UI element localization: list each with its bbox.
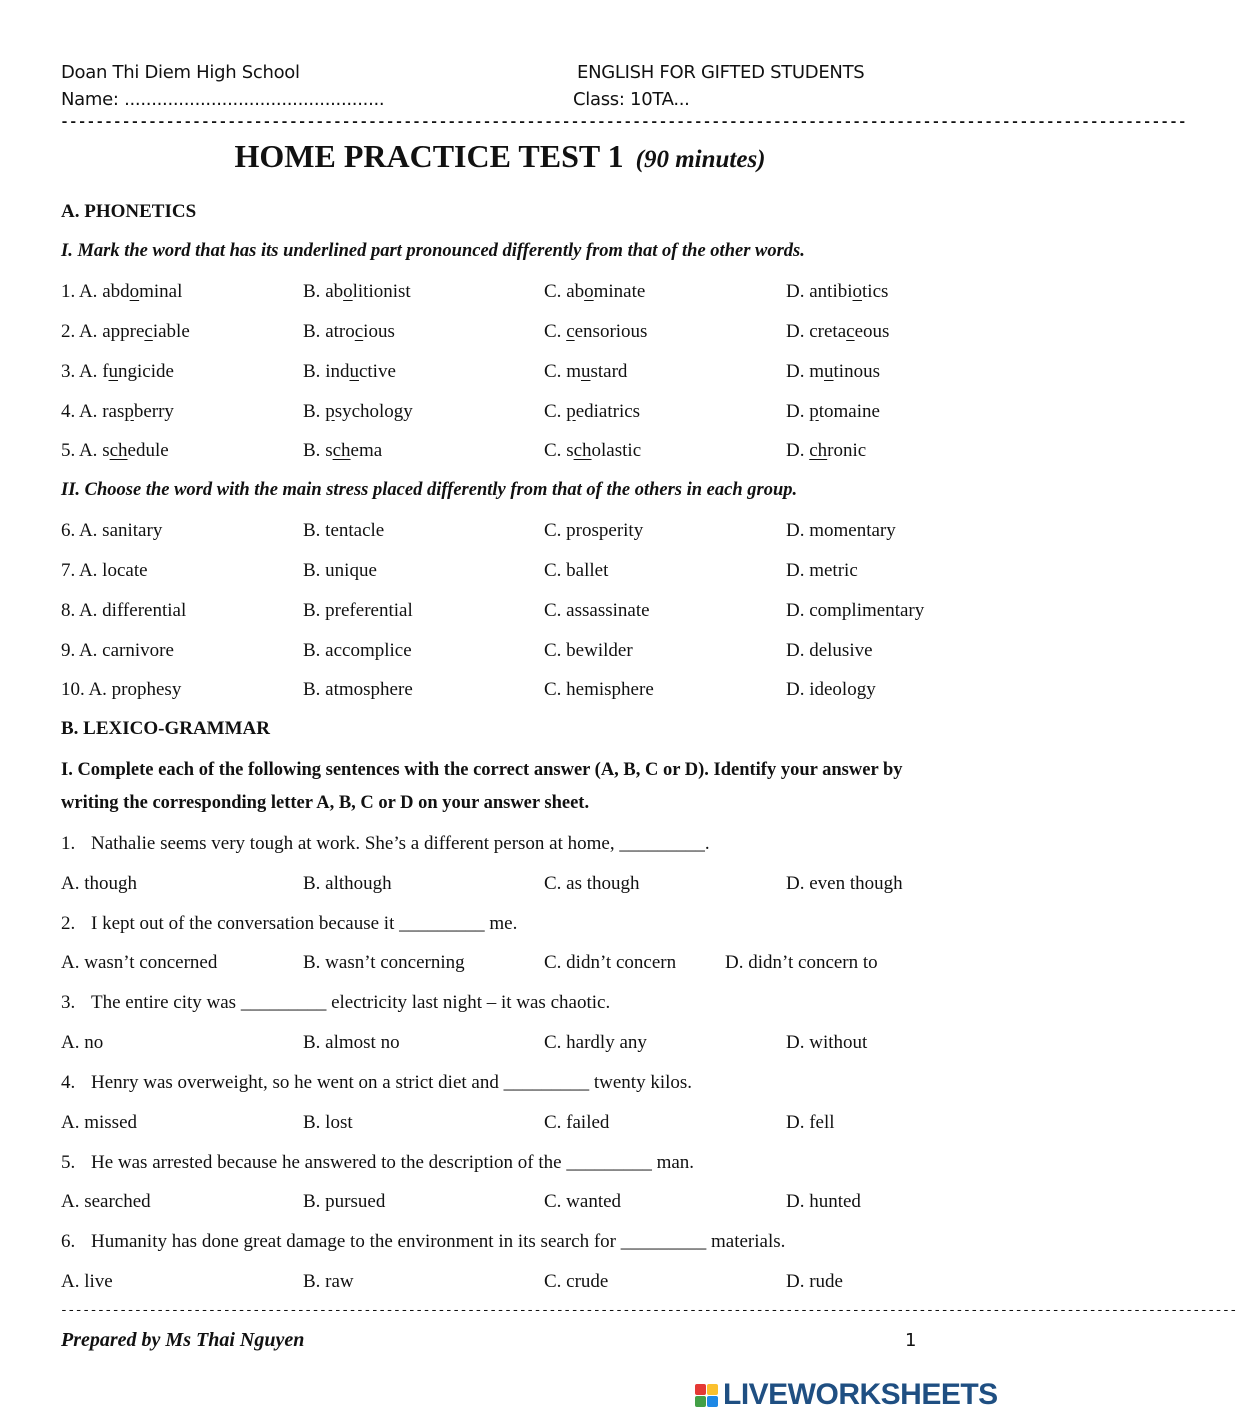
question-number: 3. <box>61 992 76 1013</box>
answer-option: D. didn’t concern to <box>725 952 878 973</box>
answer-option: A. though <box>61 873 137 894</box>
stress-option <box>61 600 186 622</box>
option-text: B. unique <box>303 560 377 581</box>
underlined-sound: c <box>566 321 575 342</box>
option-text: A. prophesy <box>88 679 182 700</box>
option-letter: C. <box>544 281 567 302</box>
section-b-heading: B. LEXICO-GRAMMAR <box>61 718 270 739</box>
question-stem <box>61 992 610 1014</box>
phonetics-option <box>786 401 880 423</box>
question-text: The entire city was _________ electricity last night – it was chaotic. <box>91 992 611 1013</box>
underlined-sound: o <box>129 281 140 302</box>
liveworksheets-logo-icon <box>695 1384 719 1408</box>
answer-option: A. no <box>61 1032 104 1053</box>
answer-option: C. as though <box>544 873 640 894</box>
option-text: C. prosperity <box>544 520 644 541</box>
name-field-label: Name: ................................................ <box>61 89 385 110</box>
phonetics-option <box>303 281 411 303</box>
stress-option <box>786 520 896 542</box>
answer-option: A. missed <box>61 1112 137 1133</box>
liveworksheets-logo-text: LIVEWORKSHEETS <box>723 1378 998 1411</box>
stress-option <box>544 520 643 542</box>
question-number: 3. <box>61 361 79 382</box>
word-part: s <box>102 440 110 461</box>
word-part: creta <box>809 321 847 342</box>
stress-option <box>544 640 633 662</box>
option-text: A. locate <box>78 560 148 581</box>
phonetics-option <box>544 281 645 303</box>
stress-option <box>544 600 650 622</box>
question-stem <box>61 1072 692 1094</box>
underlined-sound: u <box>824 361 834 382</box>
option-letter: B. <box>303 401 326 422</box>
word-part: ema <box>350 440 383 461</box>
option-text: A. differential <box>78 600 187 621</box>
option-text: A. sanitary <box>78 520 163 541</box>
question-number: 1. <box>61 281 79 302</box>
underlined-sound: u <box>108 361 119 382</box>
question-number: 10. <box>61 679 89 700</box>
word-part: atro <box>325 321 355 342</box>
word-part: olastic <box>591 440 642 461</box>
underlined-sound: p <box>124 401 134 422</box>
option-letter: A. <box>78 440 103 461</box>
question-number: 6. <box>61 1231 76 1252</box>
option-letter: B. <box>303 281 326 302</box>
answer-option: D. rude <box>786 1271 843 1292</box>
question-number: 6. <box>61 520 79 541</box>
underlined-sound: ch <box>573 440 592 461</box>
page-number: 1 <box>905 1330 917 1351</box>
answer-option: A. searched <box>61 1191 151 1212</box>
option-text: C. bewilder <box>544 640 633 661</box>
stress-option <box>544 560 608 582</box>
question-number: 7. <box>61 560 79 581</box>
option-text: C. hemisphere <box>544 679 654 700</box>
underlined-sound: u <box>580 361 591 382</box>
answer-option: D. even though <box>786 873 903 894</box>
underlined-sound: p <box>325 401 335 422</box>
word-part: ensorious <box>574 321 648 342</box>
stress-option <box>61 560 148 582</box>
word-part: minate <box>593 281 646 302</box>
word-part: m <box>809 361 825 382</box>
answer-option: B. wasn’t concerning <box>303 952 465 973</box>
word-part: ab <box>566 281 585 302</box>
underlined-sound: o <box>852 281 863 302</box>
question-number: 4. <box>61 1072 76 1093</box>
stress-option <box>61 679 181 701</box>
question-text: I kept out of the conversation because it _________ me. <box>91 913 518 934</box>
option-letter: C. <box>544 361 567 382</box>
question-text: He was arrested because he answered to the description of the _________ man. <box>91 1152 695 1173</box>
question-number: 9. <box>61 640 79 661</box>
answer-option: C. crude <box>544 1271 609 1292</box>
question-number: 8. <box>61 600 79 621</box>
part1-instruction: I. Mark the word that has its underlined part pronounced differently from that of the other words. <box>61 241 805 261</box>
word-part: tomaine <box>818 401 880 422</box>
word-part: antibi <box>809 281 853 302</box>
phonetics-option <box>61 281 182 303</box>
question-stem <box>61 1231 785 1253</box>
option-letter: A. <box>78 401 103 422</box>
stress-option <box>61 640 174 662</box>
answer-option: D. without <box>786 1032 868 1053</box>
underlined-sound: c <box>354 321 364 342</box>
word-part: sychology <box>334 401 413 422</box>
underlined-sound: o <box>343 281 353 302</box>
word-part: ab <box>325 281 344 302</box>
section-a-heading: A. PHONETICS <box>61 201 197 222</box>
answer-option: C. failed <box>544 1112 610 1133</box>
header-divider: -------------------------------------------------------------------------------------------------------------------------------- <box>60 114 1187 131</box>
phonetics-option <box>303 321 395 343</box>
stress-option <box>786 679 876 701</box>
option-text: D. metric <box>786 560 858 581</box>
footer-author: Prepared by Ms Thai Nguyen <box>61 1329 305 1351</box>
phonetics-option <box>544 440 641 462</box>
program-title: ENGLISH FOR GIFTED STUDENTS <box>577 62 865 83</box>
answer-option: B. although <box>303 873 392 894</box>
answer-option: C. didn’t concern <box>544 952 677 973</box>
page-title <box>0 138 1000 175</box>
test-duration: (90 minutes) <box>635 146 766 173</box>
underlined-sound: p <box>566 401 576 422</box>
answer-option: B. raw <box>303 1271 354 1292</box>
word-part: ious <box>363 321 395 342</box>
school-name: Doan Thi Diem High School <box>61 62 300 83</box>
word-part: ediatrics <box>575 401 641 422</box>
option-letter: D. <box>786 281 810 302</box>
option-text: B. accomplice <box>303 640 412 661</box>
question-number: 4. <box>61 401 79 422</box>
option-text: D. momentary <box>786 520 896 541</box>
underlined-sound: ch <box>332 440 351 461</box>
answer-option: D. fell <box>786 1112 835 1133</box>
option-letter: A. <box>78 321 103 342</box>
word-part: edule <box>127 440 169 461</box>
option-text: D. complimentary <box>786 600 925 621</box>
underlined-sound: ch <box>109 440 128 461</box>
option-letter: C. <box>544 401 567 422</box>
question-stem <box>61 1152 694 1174</box>
option-letter: D. <box>786 361 810 382</box>
word-part: appre <box>102 321 145 342</box>
answer-option: B. almost no <box>303 1032 400 1053</box>
option-text: D. delusive <box>786 640 873 661</box>
option-letter: D. <box>786 321 810 342</box>
question-number: 2. <box>61 913 76 934</box>
underlined-sound: o <box>584 281 594 302</box>
underlined-sound: c <box>846 321 855 342</box>
word-part: ctive <box>358 361 396 382</box>
option-text: B. preferential <box>303 600 413 621</box>
option-text: B. atmosphere <box>303 679 413 700</box>
question-stem <box>61 833 710 855</box>
option-letter: D. <box>786 401 810 422</box>
phonetics-option <box>61 361 174 383</box>
part2-instruction: II. Choose the word with the main stress placed differently from that of the others in each group. <box>61 480 798 500</box>
option-text: C. ballet <box>544 560 609 581</box>
stress-option <box>61 520 162 542</box>
question-text: Henry was overweight, so he went on a strict diet and _________ twenty kilos. <box>91 1072 693 1093</box>
question-number: 1. <box>61 833 76 854</box>
option-letter: A. <box>78 361 103 382</box>
class-field-label: Class: 10TA... <box>573 89 690 110</box>
word-part: s <box>566 440 574 461</box>
option-letter: C. <box>544 321 567 342</box>
answer-option: B. lost <box>303 1112 353 1133</box>
option-letter: C. <box>544 440 567 461</box>
answer-option: C. wanted <box>544 1191 622 1212</box>
stress-option <box>303 520 384 542</box>
word-part: s <box>325 440 333 461</box>
word-part: ronic <box>827 440 867 461</box>
word-part: berry <box>133 401 174 422</box>
stress-option <box>786 640 873 662</box>
phonetics-option <box>786 321 889 343</box>
question-number: 2. <box>61 321 79 342</box>
stress-option <box>303 640 412 662</box>
lexico-instruction-line2: writing the corresponding letter A, B, C or D on your answer sheet. <box>61 793 590 813</box>
answer-option: D. hunted <box>786 1191 861 1212</box>
underlined-sound: ch <box>809 440 828 461</box>
test-title: HOME PRACTICE TEST 1 <box>234 138 624 174</box>
word-part: m <box>566 361 581 382</box>
answer-option: B. pursued <box>303 1191 386 1212</box>
word-part: tics <box>862 281 889 302</box>
phonetics-option <box>786 281 888 303</box>
option-letter: A. <box>78 281 103 302</box>
word-part: ind <box>325 361 350 382</box>
phonetics-option <box>544 361 627 383</box>
phonetics-option <box>303 361 396 383</box>
answer-option: A. wasn’t concerned <box>61 952 218 973</box>
option-text: A. carnivore <box>78 640 174 661</box>
phonetics-option <box>61 401 174 423</box>
option-text: D. ideology <box>786 679 876 700</box>
word-part: ngicide <box>118 361 174 382</box>
word-part: eous <box>854 321 890 342</box>
underlined-sound: p <box>809 401 819 422</box>
stress-option <box>786 560 858 582</box>
question-text: Humanity has done great damage to the environment in its search for _________ materials. <box>91 1231 786 1252</box>
phonetics-option <box>786 440 866 462</box>
word-part: ras <box>102 401 125 422</box>
word-part: tinous <box>833 361 880 382</box>
phonetics-option <box>544 401 640 423</box>
word-part: litionist <box>352 281 411 302</box>
question-text: Nathalie seems very tough at work. She’s a different person at home, _________. <box>91 833 710 854</box>
word-part: abd <box>102 281 130 302</box>
question-stem <box>61 913 517 935</box>
word-part: minal <box>139 281 183 302</box>
footer-divider: --------------------------------------------------------------------------------------------------------------------------------------------------------------- <box>60 1303 1237 1318</box>
option-letter: B. <box>303 361 326 382</box>
option-text: C. assassinate <box>544 600 650 621</box>
answer-option: A. live <box>61 1271 113 1292</box>
phonetics-option <box>61 440 169 462</box>
phonetics-option <box>786 361 880 383</box>
word-part: iable <box>152 321 190 342</box>
stress-option <box>544 679 654 701</box>
stress-option <box>303 600 413 622</box>
stress-option <box>303 560 377 582</box>
question-number: 5. <box>61 1152 76 1173</box>
word-part: stard <box>590 361 628 382</box>
option-letter: B. <box>303 440 326 461</box>
underlined-sound: u <box>349 361 359 382</box>
phonetics-option <box>303 440 382 462</box>
option-letter: B. <box>303 321 326 342</box>
stress-option <box>786 600 924 622</box>
option-text: B. tentacle <box>303 520 385 541</box>
underlined-sound: c <box>144 321 153 342</box>
phonetics-option <box>544 321 647 343</box>
option-letter: D. <box>786 440 810 461</box>
question-number: 5. <box>61 440 79 461</box>
stress-option <box>303 679 413 701</box>
lexico-instruction-line1: I. Complete each of the following sentences with the correct answer (A, B, C or D). Identify your answer by <box>61 760 903 780</box>
phonetics-option <box>303 401 413 423</box>
word-part: f <box>102 361 109 382</box>
answer-option: C. hardly any <box>544 1032 647 1053</box>
phonetics-option <box>61 321 190 343</box>
